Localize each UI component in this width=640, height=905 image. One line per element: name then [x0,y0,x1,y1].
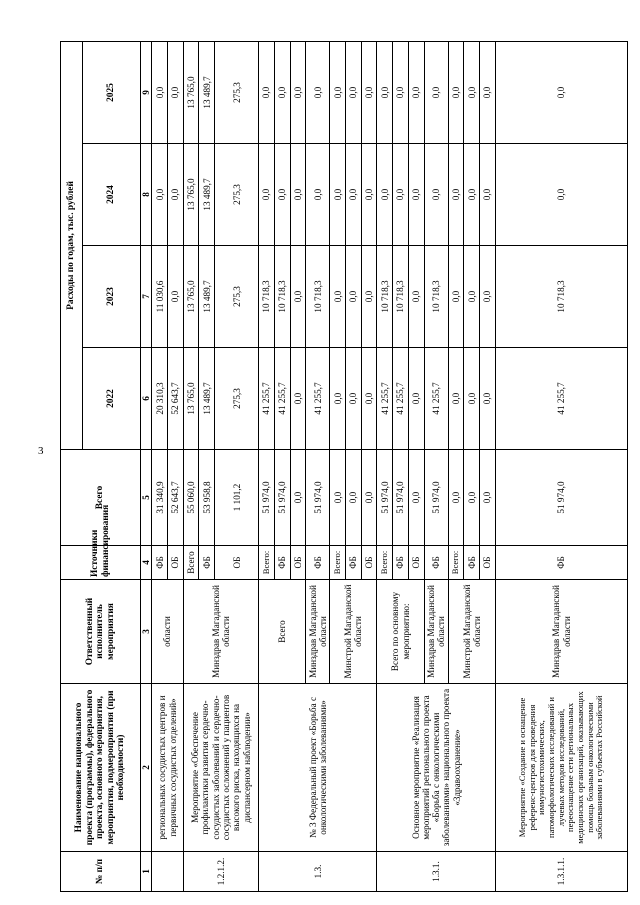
value-cell: 0,0 [464,42,480,144]
source-cell: ОБ [480,546,496,580]
column-index: 5 [141,450,152,546]
value-cell: 0,0 [448,144,464,246]
value-cell: 0,0 [274,144,290,246]
value-cell: 10 718,3 [274,246,290,348]
source-cell: ОБ [290,546,306,580]
header-year: 2022 [83,348,141,450]
value-cell: 0,0 [480,144,496,246]
column-index: 2 [141,684,152,852]
row-num: 1.3.1.1. [496,852,628,892]
value-cell: 0,0 [346,450,362,546]
source-cell: Всего [183,546,199,580]
value-cell: 0,0 [377,42,393,144]
value-cell: 13 489,7 [199,42,215,144]
row-num: 1.3. [259,852,377,892]
row-executor: Минздрав Магаданской области [424,580,448,684]
table-row [152,42,168,892]
value-cell: 10 718,3 [424,246,448,348]
value-cell: 0,0 [290,144,306,246]
value-cell: 52 643,7 [168,348,184,450]
value-cell: 51 974,0 [496,450,628,546]
row-executor: области [152,580,183,684]
value-cell: 0,0 [480,42,496,144]
header-year: 2024 [83,144,141,246]
value-cell: 0,0 [408,348,424,450]
header-source: Источники финансирования [61,546,141,580]
source-cell: Всего: [448,546,464,580]
value-cell: 0,0 [346,144,362,246]
row-executor: Минздрав Магаданской области [496,580,628,684]
source-cell: Всего: [259,546,275,580]
table-row [259,42,275,892]
value-cell: 13 765,0 [183,144,199,246]
value-cell: 275,3 [215,144,259,246]
value-cell: 0,0 [361,42,377,144]
table-row [183,42,199,892]
value-cell: 0,0 [464,450,480,546]
row-name: Мероприятие «Обеспечение профилактики развития сердечно-сосудистых заболеваний и сердечно-сосудистых осложнений у пациентов высокого риска, находящихся на диспансерном наблюдении» [183,684,258,852]
value-cell: 275,3 [215,42,259,144]
source-cell: Всего: [330,546,346,580]
source-cell: Всего: [377,546,393,580]
value-cell: 0,0 [168,42,184,144]
row-name: № 3 Федеральный проект «Борьба с онкологическими заболеваниями» [259,684,377,852]
value-cell: 10 718,3 [306,246,330,348]
value-cell: 0,0 [393,42,409,144]
value-cell: 0,0 [448,450,464,546]
value-cell: 51 974,0 [424,450,448,546]
header-row [61,42,83,892]
value-cell: 0,0 [346,246,362,348]
value-cell: 0,0 [346,348,362,450]
value-cell: 13 489,7 [199,348,215,450]
value-cell: 51 974,0 [274,450,290,546]
column-index: 6 [141,348,152,450]
value-cell: 41 255,7 [377,348,393,450]
value-cell: 0,0 [330,450,346,546]
value-cell: 0,0 [152,42,168,144]
value-cell: 0,0 [424,42,448,144]
source-cell: ОБ [408,546,424,580]
value-cell: 0,0 [361,450,377,546]
table-row [377,42,393,892]
value-cell: 13 765,0 [183,348,199,450]
row-executor: Минздрав Магаданской области [183,580,258,684]
value-cell: 41 255,7 [424,348,448,450]
header-num: № п/п [61,852,141,892]
value-cell: 13 765,0 [183,246,199,348]
value-cell: 0,0 [496,144,628,246]
expenditure-table [60,41,628,892]
value-cell: 20 310,3 [152,348,168,450]
column-index: 3 [141,580,152,684]
column-index: 1 [141,852,152,892]
source-cell: ОБ [361,546,377,580]
row-executor: Всего [259,580,306,684]
value-cell: 0,0 [330,348,346,450]
value-cell: 0,0 [306,42,330,144]
value-cell: 13 489,7 [199,246,215,348]
column-index-row [141,42,152,892]
row-executor: Минстрой Магаданской области [330,580,377,684]
value-cell: 0,0 [464,348,480,450]
value-cell: 0,0 [290,348,306,450]
value-cell: 0,0 [361,144,377,246]
value-cell: 51 974,0 [259,450,275,546]
value-cell: 0,0 [346,42,362,144]
row-executor: Минздрав Магаданской области [306,580,330,684]
value-cell: 0,0 [424,144,448,246]
value-cell: 275,3 [215,246,259,348]
value-cell: 0,0 [464,144,480,246]
source-cell: ФБ [464,546,480,580]
value-cell: 41 255,7 [306,348,330,450]
column-index: 4 [141,546,152,580]
value-cell: 0,0 [377,144,393,246]
value-cell: 0,0 [480,348,496,450]
value-cell: 31 340,9 [152,450,168,546]
value-cell: 0,0 [448,246,464,348]
value-cell: 51 974,0 [306,450,330,546]
value-cell: 0,0 [290,246,306,348]
header-year: 2025 [83,42,141,144]
source-cell: ФБ [199,546,215,580]
value-cell: 10 718,3 [496,246,628,348]
value-cell: 0,0 [448,348,464,450]
column-index: 9 [141,42,152,144]
value-cell: 0,0 [361,348,377,450]
value-cell: 41 255,7 [496,348,628,450]
row-name: региональных сосудистых центров и первичных сосудистых отделений» [152,684,183,852]
value-cell: 10 718,3 [377,246,393,348]
source-cell: ФБ [424,546,448,580]
value-cell: 0,0 [408,42,424,144]
value-cell: 0,0 [168,246,184,348]
value-cell: 0,0 [408,144,424,246]
value-cell: 0,0 [480,450,496,546]
value-cell: 10 718,3 [393,246,409,348]
value-cell: 0,0 [361,246,377,348]
value-cell: 0,0 [496,42,628,144]
value-cell: 0,0 [290,42,306,144]
value-cell: 0,0 [306,144,330,246]
header-years-group: Расходы по годам, тыс. рублей [61,42,83,450]
value-cell: 0,0 [259,42,275,144]
value-cell: 0,0 [480,246,496,348]
value-cell: 51 974,0 [377,450,393,546]
source-cell: ФБ [346,546,362,580]
source-cell: ФБ [496,546,628,580]
table-row [496,42,628,892]
header-executor: Ответственный исполнитель мероприятия [61,580,141,684]
rotated-table-container [60,42,628,892]
value-cell: 0,0 [274,42,290,144]
header-name: Наименование национального проекта (программы), федерального проекта, основного мероприятия, мероприятия, подмероприятия (при необходимости) [61,684,141,852]
value-cell: 0,0 [408,450,424,546]
page-number: 3 [38,445,44,457]
value-cell: 0,0 [330,42,346,144]
value-cell: 41 255,7 [259,348,275,450]
value-cell: 53 958,8 [199,450,215,546]
value-cell: 13 765,0 [183,42,199,144]
value-cell: 52 643,7 [168,450,184,546]
row-num: 1.2.1.2. [183,852,258,892]
value-cell: 0,0 [393,144,409,246]
source-cell: ФБ [306,546,330,580]
column-index: 7 [141,246,152,348]
source-cell: ОБ [168,546,184,580]
value-cell: 0,0 [152,144,168,246]
value-cell: 0,0 [330,246,346,348]
column-index: 8 [141,144,152,246]
value-cell: 41 255,7 [393,348,409,450]
value-cell: 0,0 [330,144,346,246]
source-cell: ФБ [152,546,168,580]
value-cell: 0,0 [168,144,184,246]
value-cell: 0,0 [290,450,306,546]
value-cell: 51 974,0 [393,450,409,546]
header-total: Всего [61,450,141,546]
row-name: Мероприятие «Создание и оснащение референс-центров для проведения иммуногистохимических, патоморфологических исследований и лучевых методов исследований, переоснащение сети региональных медицинских организаций, оказывающих помощь больным онкологическими заболеваниями в субъектах Российской [496,684,628,852]
source-cell: ФБ [393,546,409,580]
value-cell: 13 489,7 [199,144,215,246]
header-year: 2023 [83,246,141,348]
value-cell: 10 718,3 [259,246,275,348]
value-cell: 55 060,0 [183,450,199,546]
row-num [152,852,183,892]
value-cell: 0,0 [408,246,424,348]
value-cell: 0,0 [259,144,275,246]
row-executor: Минстрой Магаданской области [448,580,495,684]
value-cell: 275,3 [215,348,259,450]
source-cell: ФБ [274,546,290,580]
value-cell: 0,0 [448,42,464,144]
row-num: 1.3.1. [377,852,496,892]
source-cell: ОБ [215,546,259,580]
row-name: Основное мероприятие «Реализация мероприятий регионального проекта «Борьба с онкологическими заболеваниями» национального проекта «Здравоохранение» [377,684,496,852]
value-cell: 41 255,7 [274,348,290,450]
value-cell: 0,0 [464,246,480,348]
row-executor: Всего по основному мероприятию: [377,580,424,684]
value-cell: 11 030,6 [152,246,168,348]
value-cell: 1 101,2 [215,450,259,546]
